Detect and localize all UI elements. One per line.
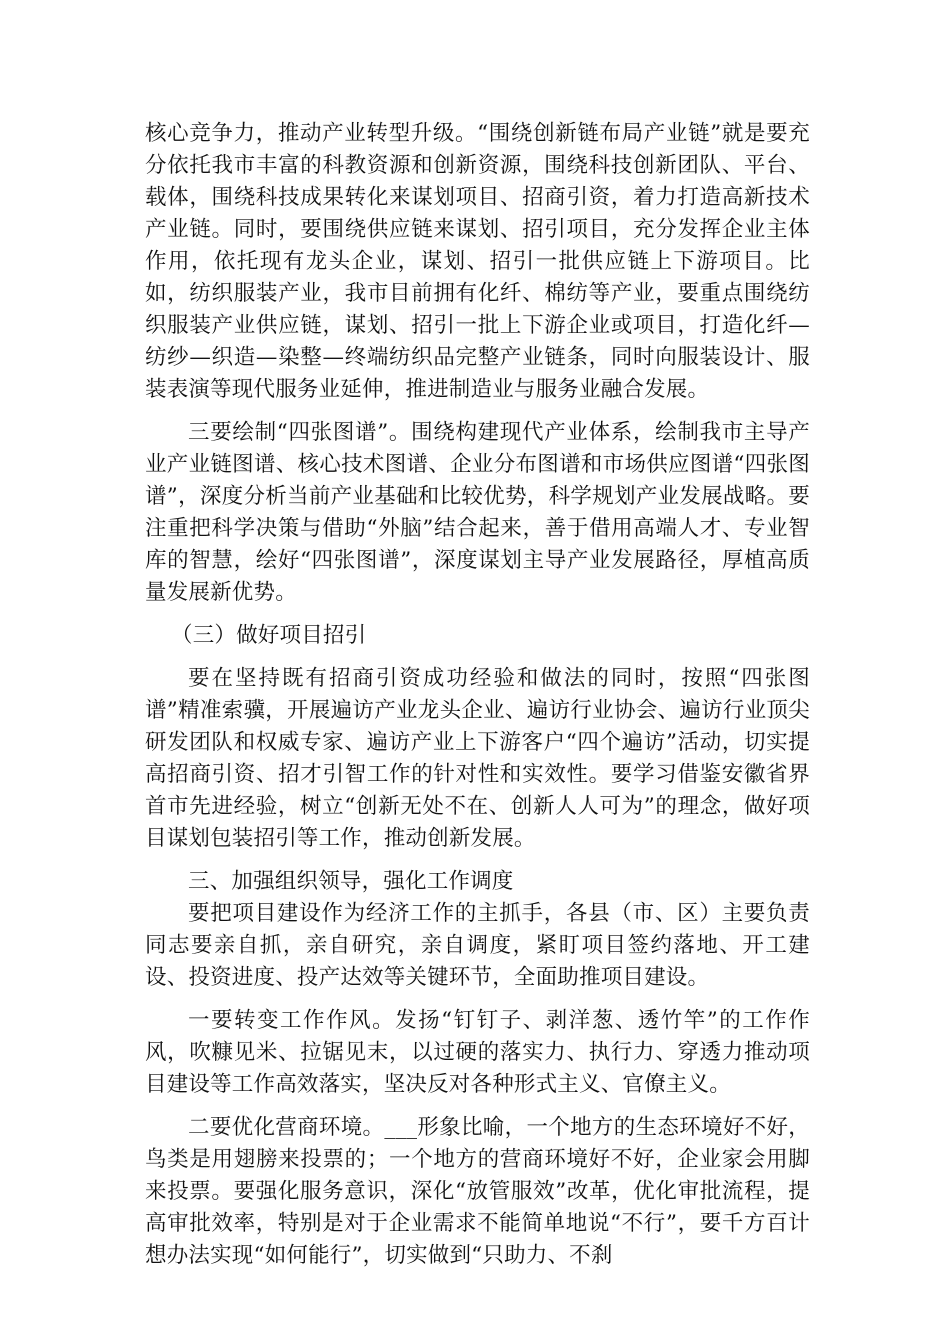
section-heading-project-attraction: （三）做好项目招引 bbox=[171, 623, 367, 648]
paragraph-project-attraction: 要在坚持既有招商引资成功经验和做法的同时，按照“四张图谱”精准索骥，开展遍访产业龙头企业、遍访行业协会、遍访行业顶尖研发团队和权威专家、遍访产业上下游客户“四个遍访”活动，切实提高招商引资、招才引智工作的针对性和实效性。要学习借鉴安徽省界首市先进经验，树立“创新无处不在、创新人人可为”的理念，做好项目谋划包装招引等工作，推动创新发展。 bbox=[145, 666, 810, 851]
paragraph-four-maps: 三要绘制“四张图谱”。围绕构建现代产业体系，绘制我市主导产业产业链图谱、核心技术图谱、企业分布图谱和市场供应图谱“四张图谱”，深度分析当前产业基础和比较优势，科学规划产业发展战略。要注重把科学决策与借助“外脑”结合起来，善于借用高端人才、专业智库的智慧，绘好“四张图谱”，深度谋划主导产业发展路径，厚植高质量发展新优势。 bbox=[145, 420, 810, 605]
section-heading-organization: 三、加强组织领导，强化工作调度 bbox=[188, 869, 514, 894]
document-page bbox=[145, 118, 810, 1272]
paragraph-business-environment: 二要优化营商环境。___形象比喻，一个地方的生态环境好不好，鸟类是用翅膀来投票的；一个地方的营商环境好不好，企业家会用脚来投票。要强化服务意识，深化“放管服效”改革，优化审批流程，提高审批效率，特别是对于企业需求不能简单地说“不行”，要千方百计想办法实现“如何能行”，切实做到“只助力、不刹 bbox=[145, 1115, 810, 1268]
paragraph-work-style: 一要转变工作作风。发扬“钉钉子、剥洋葱、透竹竿”的工作作风，吹糠见米、拉锯见末，以过硬的落实力、执行力、穿透力推动项目建设等工作高效落实，坚决反对各种形式主义、官僚主义。 bbox=[145, 1008, 810, 1097]
paragraph-industry-chain: 核心竞争力，推动产业转型升级。“围绕创新链布局产业链”就是要充分依托我市丰富的科教资源和创新资源，围绕科技创新团队、平台、载体，围绕科技成果转化来谋划项目、招商引资，着力打造高新技术产业链。同时，要围绕供应链来谋划、招引项目，充分发挥企业主体作用，依托现有龙头企业，谋划、招引一批供应链上下游项目。比如，纺织服装产业，我市目前拥有化纤、棉纺等产业，要重点围绕纺织服装产业供应链，谋划、招引一批上下游企业或项目，打造化纤—纺纱—织造—染整—终端纺织品完整产业链条，同时向服装设计、服装表演等现代服务业延伸，推进制造业与服务业融合发展。 bbox=[145, 121, 810, 402]
paragraph-project-construction: 要把项目建设作为经济工作的主抓手，各县（市、区）主要负责同志要亲自抓，亲自研究，亲自调度，紧盯项目签约落地、开工建设、投资进度、投产达效等关键环节，全面助推项目建设。 bbox=[145, 901, 810, 990]
